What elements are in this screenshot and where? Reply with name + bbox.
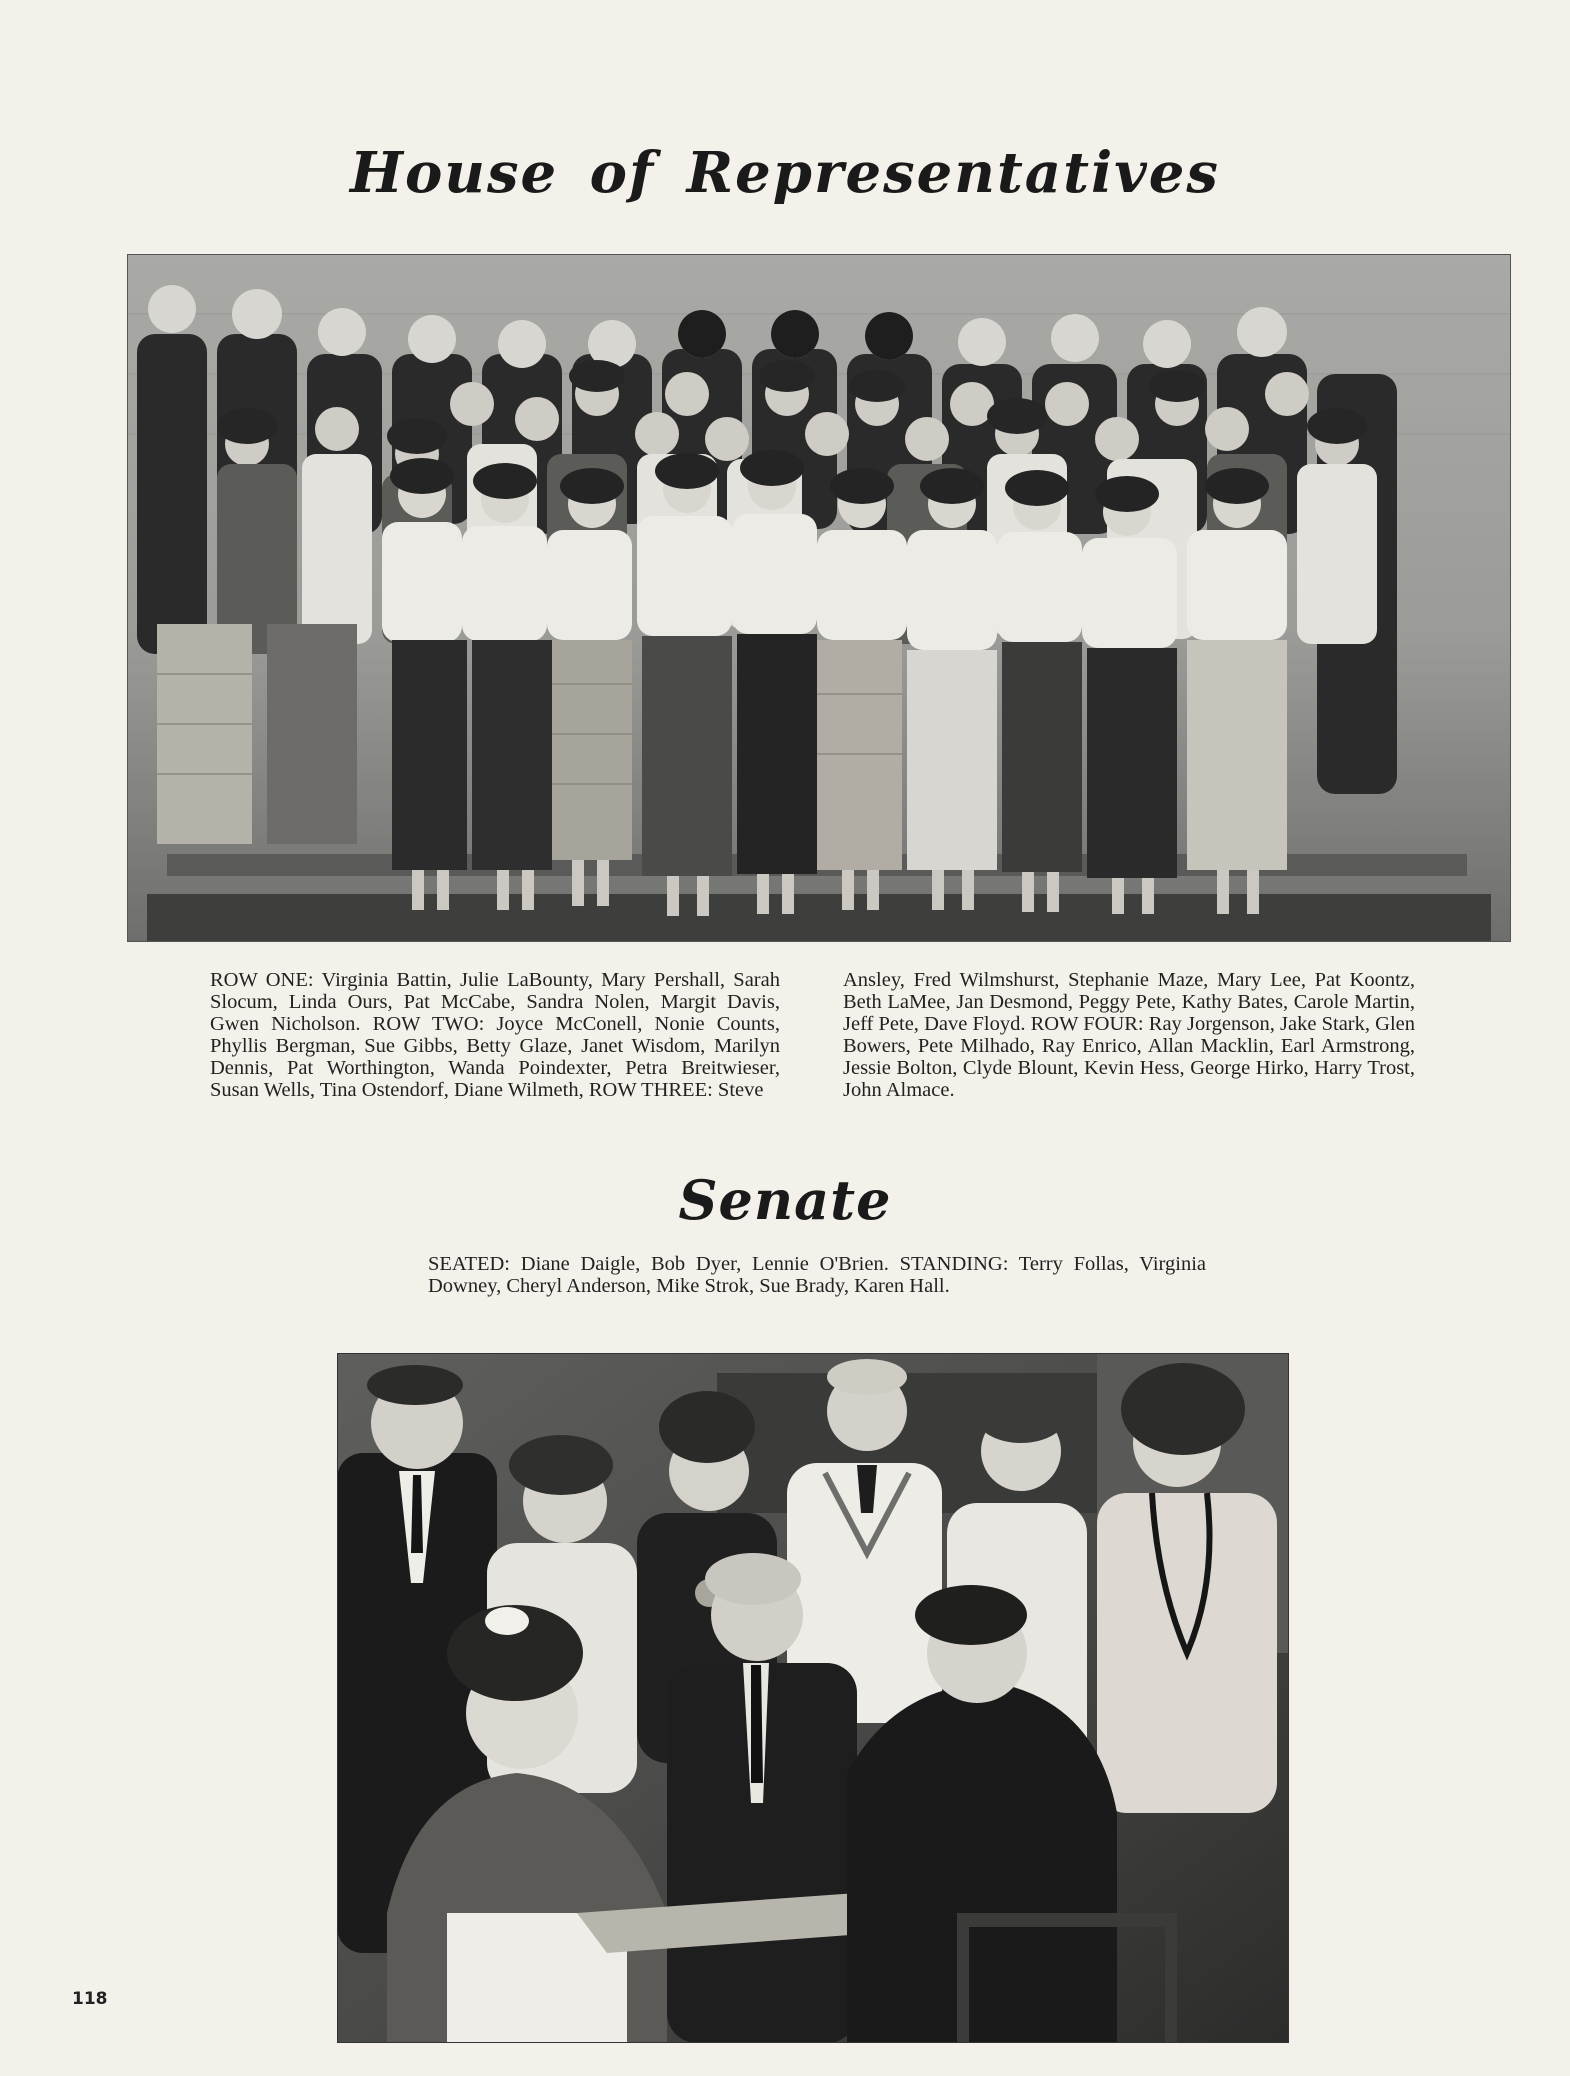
house-title: House of Representatives xyxy=(350,140,1220,206)
page-number: 118 xyxy=(72,1989,108,2009)
senate-title: Senate xyxy=(678,1168,892,1232)
senate-photo-illustration xyxy=(337,1353,1289,2043)
senate-group-photo xyxy=(337,1353,1289,2043)
house-photo-illustration xyxy=(127,254,1511,942)
house-caption-column-2: Ansley, Fred Wilmshurst, Stephanie Maze, Mary Lee, Pat Koontz, Beth LaMee, Jan Desmond, Peggy Pete, Kathy Bates, Carole Martin, Jeff Pete, Dave Floyd. ROW FOUR: Ray Jorgenson, Jake Stark, Glen Bowers, Pete Milhado, Ray Enrico, Allan Macklin, Earl Armstrong, Jessie Bolton, Clyde Blount, Kevin Hess, George Hirko, Harry Trost, John Almace. xyxy=(843,969,1415,1101)
house-group-photo xyxy=(127,254,1511,942)
senate-caption: SEATED: Diane Daigle, Bob Dyer, Lennie O'Brien. STANDING: Terry Follas, Virginia Downey, Cheryl Anderson, Mike Strok, Sue Brady, Karen Hall. xyxy=(428,1253,1206,1297)
house-caption-column-1: ROW ONE: Virginia Battin, Julie LaBounty, Mary Pershall, Sarah Slocum, Linda Ours, Pat McCabe, Sandra Nolen, Margit Davis, Gwen Nicholson. ROW TWO: Joyce McConell, Nonie Counts, Phyllis Bergman, Sue Gibbs, Betty Glaze, Janet Wisdom, Marilyn Dennis, Pat Worthington, Wanda Poindexter, Petra Breitwieser, Susan Wells, Tina Ostendorf, Diane Wilmeth, ROW THREE: Steve xyxy=(210,969,780,1101)
